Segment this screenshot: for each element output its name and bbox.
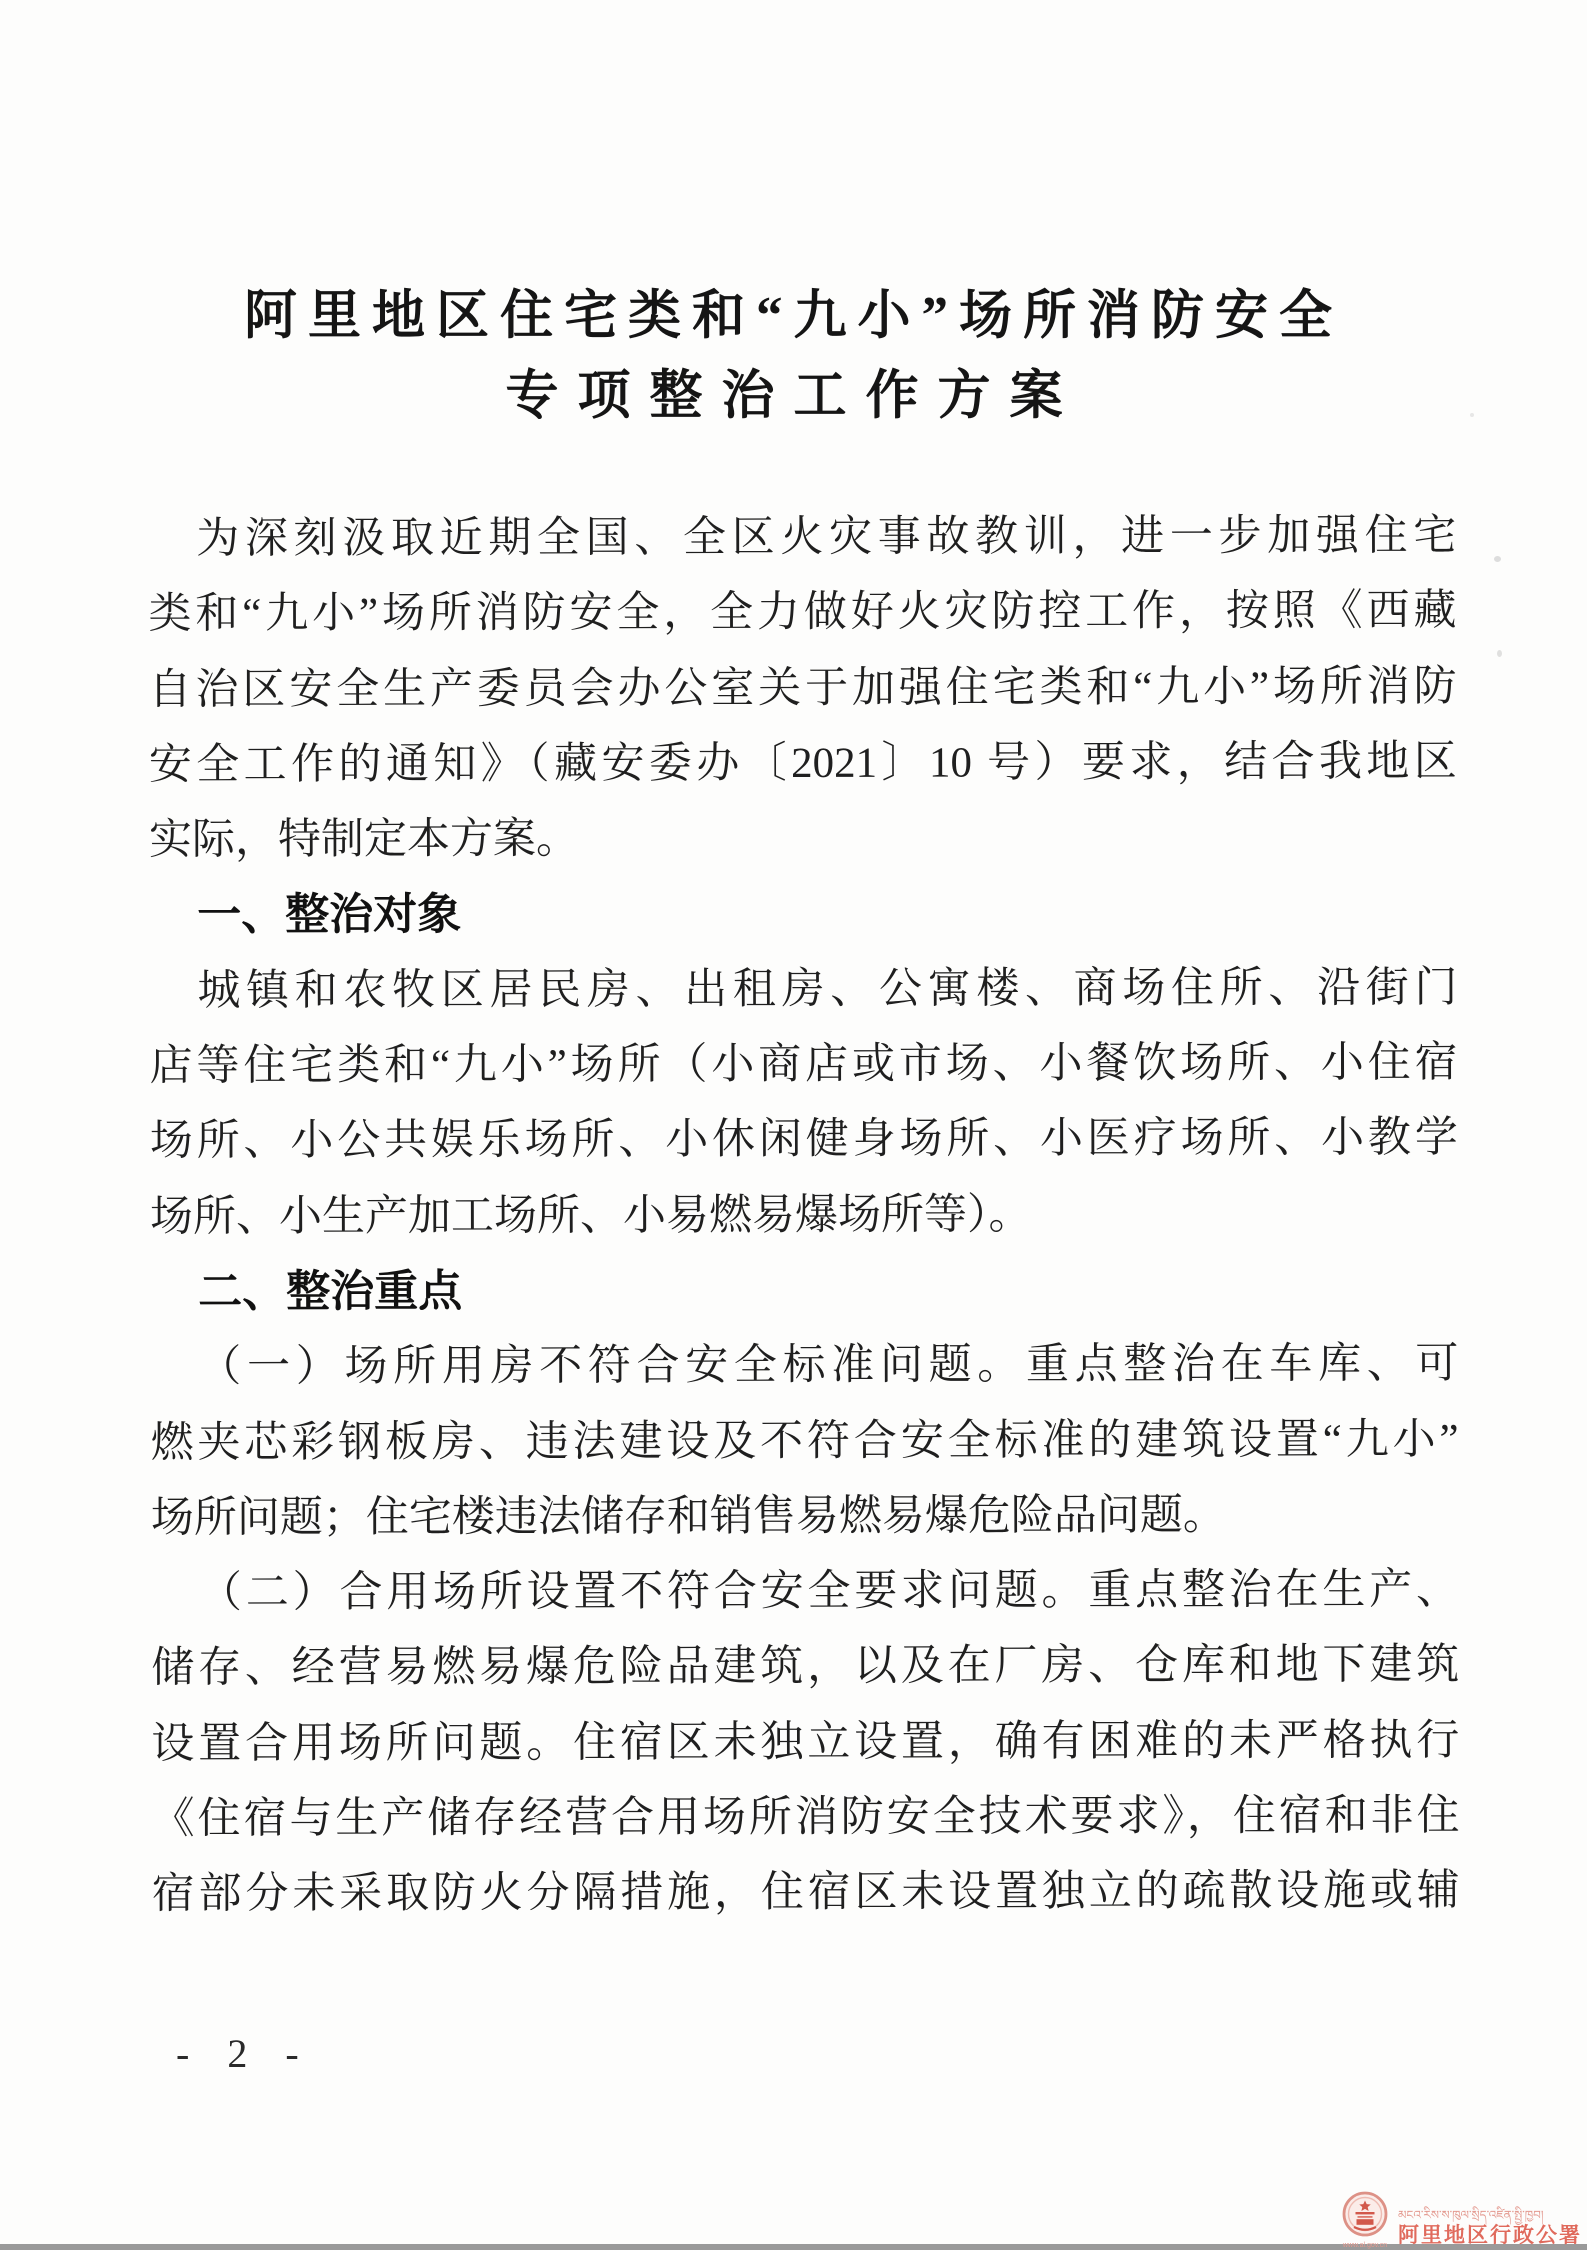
watermark-tibetan-text: མངའ་རིས་ས་ཁུལ་སྲིད་འཛིན་སྤྱི་ཁྱབ། — [1398, 2208, 1544, 2222]
title-line-1: 阿里地区住宅类和“九小”场所消防安全 — [244, 287, 1343, 345]
body-line: 场所问题；住宅楼违法储存和销售易燃易爆危险品问题。 — [150, 1491, 1226, 1542]
body-line: 场所、小公共娱乐场所、小休闲健身场所、小医疗场所、小教学 — [149, 1114, 1458, 1166]
body-line: 储存、经营易燃易爆危险品建筑，以及在厂房、仓库和地下建筑 — [151, 1641, 1460, 1693]
scan-speck — [1470, 413, 1474, 417]
watermark-text-column — [1398, 2208, 1582, 2250]
emblem-wrap — [1339, 2191, 1391, 2250]
body-line: 为深刻汲取近期全国、全区火灾事故教训，进一步加强住宅 — [196, 512, 1457, 563]
body-line: 类和“九小”场所消防安全，全力做好火灾防控工作，按照《西藏 — [148, 587, 1457, 639]
body-line: 燃夹芯彩钢板房、违法建设及不符合安全标准的建筑设置“九小” — [150, 1415, 1459, 1467]
document-body — [148, 498, 1460, 1932]
scan-speck — [1494, 556, 1501, 562]
body-line: 安全工作的通知》（藏安委办〔2021〕10 号）要求，结合我地区 — [148, 738, 1457, 789]
body-line: 实际，特制定本方案。 — [148, 815, 580, 864]
section-heading: 一、整治对象 — [197, 890, 462, 941]
body-line: 场所、小生产加工场所、小易燃易爆场所等）。 — [149, 1191, 1032, 1241]
scan-speck — [1497, 650, 1502, 657]
body-line: 城镇和农牧区居民房、出租房、公寓楼、商场住所、沿街门 — [197, 964, 1458, 1015]
body-line: （一）场所用房不符合安全标准问题。重点整治在车库、可 — [198, 1340, 1459, 1391]
title-line-2: 专项整治工作方案 — [505, 367, 1082, 425]
body-line: （二）合用场所设置不符合安全要求问题。重点整治在生产、 — [198, 1566, 1460, 1617]
body-line: 自治区安全生产委员会办公室关于加强住宅类和“九小”场所消防 — [148, 662, 1457, 714]
body-line: 宿部分未采取防火分隔措施，住宿区未设置独立的疏散设施或辅 — [151, 1867, 1460, 1919]
watermark-chinese-text: 阿里地区行政公署 — [1398, 2224, 1582, 2247]
body-line: 《住宿与生产储存经营合用场所消防安全技术要求》，住宿和非住 — [151, 1792, 1460, 1843]
section-heading: 二、整治重点 — [198, 1266, 463, 1317]
agency-watermark — [1339, 2191, 1582, 2250]
watermark-url-text: www.al.gov.cn — [1342, 2242, 1388, 2249]
body-line: 设置合用场所问题。住宿区未独立设置，确有困难的未严格执行 — [151, 1717, 1460, 1768]
body-line: 店等住宅类和“九小”场所（小商店或市场、小餐饮场所、小住宿 — [149, 1039, 1458, 1090]
document-title — [0, 276, 1587, 436]
page-number: - 2 - — [176, 2031, 313, 2076]
national-emblem-icon — [1342, 2191, 1388, 2242]
